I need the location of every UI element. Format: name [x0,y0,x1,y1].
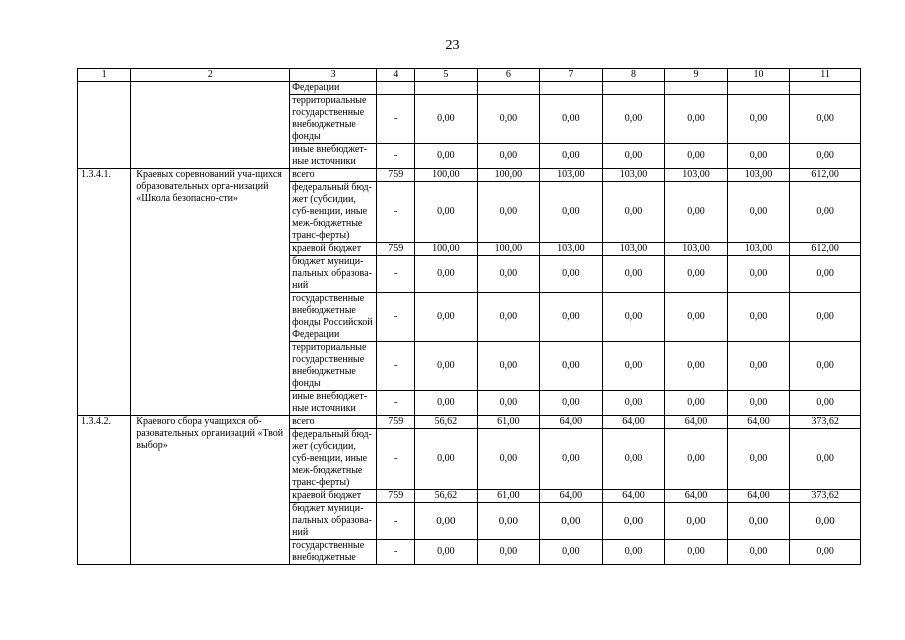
amount-cell: 0,00 [727,95,790,144]
event-code: 1.3.4.1. [78,169,131,416]
grbs-code: - [377,503,415,540]
amount-cell: 0,00 [790,293,861,342]
grbs-code: - [377,429,415,490]
amount-cell: 0,00 [665,391,728,416]
amount-cell: 0,00 [540,95,603,144]
amount-cell: 0,00 [727,391,790,416]
amount-cell: 0,00 [415,144,478,169]
amount-cell: 64,00 [727,490,790,503]
amount-cell [790,82,861,95]
funding-source: иные внебюджет-ные источники [290,144,377,169]
amount-cell: 0,00 [790,540,861,565]
amount-cell: 0,00 [602,182,665,243]
funding-source: всего [290,416,377,429]
amount-cell: 0,00 [540,144,603,169]
amount-cell: 0,00 [665,503,728,540]
grbs-code: 759 [377,416,415,429]
amount-cell: 0,00 [790,144,861,169]
amount-cell: 100,00 [415,169,478,182]
grbs-code: - [377,182,415,243]
row-code [78,82,131,169]
amount-cell: 103,00 [727,169,790,182]
amount-cell: 0,00 [415,429,478,490]
header-row [78,69,861,82]
amount-cell: 0,00 [665,293,728,342]
amount-cell: 0,00 [477,256,540,293]
grbs-code: 759 [377,243,415,256]
amount-cell: 0,00 [540,182,603,243]
amount-cell [477,82,540,95]
amount-cell: 0,00 [415,391,478,416]
amount-cell: 0,00 [665,342,728,391]
grbs-code: - [377,95,415,144]
header-cell: 1 [78,69,131,82]
amount-cell: 0,00 [790,256,861,293]
amount-cell: 0,00 [790,182,861,243]
amount-cell [665,82,728,95]
amount-cell: 0,00 [477,144,540,169]
header-cell: 8 [602,69,665,82]
amount-cell: 0,00 [415,540,478,565]
amount-cell: 0,00 [540,391,603,416]
amount-cell: 100,00 [477,169,540,182]
amount-cell: 0,00 [477,391,540,416]
table-row [78,82,861,95]
amount-cell: 0,00 [790,503,861,540]
funding-source: федеральный бюд-жет (субсидии, суб-венции, иные меж-бюджетные транс-ферты) [290,182,377,243]
amount-cell: 0,00 [727,342,790,391]
funding-source: территориальные государственные внебюджетные фонды [290,342,377,391]
amount-cell: 64,00 [602,416,665,429]
grbs-code [377,82,415,95]
amount-cell: 0,00 [665,144,728,169]
grbs-code: - [377,342,415,391]
funding-source: территориальные государственные внебюджетные фонды [290,95,377,144]
header-cell: 7 [540,69,603,82]
amount-cell: 0,00 [477,95,540,144]
amount-cell: 56,62 [415,490,478,503]
amount-cell: 0,00 [665,256,728,293]
amount-cell: 0,00 [727,429,790,490]
funding-source: государственные внебюджетные [290,540,377,565]
page-number: 23 [445,38,460,53]
amount-cell: 103,00 [540,243,603,256]
header-cell: 2 [131,69,290,82]
funding-source: краевой бюджет [290,243,377,256]
grbs-code: - [377,391,415,416]
amount-cell: 0,00 [540,256,603,293]
amount-cell: 103,00 [727,243,790,256]
grbs-code: - [377,144,415,169]
amount-cell [415,82,478,95]
funding-source: государственные внебюджетные фонды Российской Федерации [290,293,377,342]
amount-cell: 0,00 [540,293,603,342]
amount-cell: 0,00 [477,429,540,490]
header-cell: 4 [377,69,415,82]
amount-cell: 0,00 [540,503,603,540]
amount-cell: 64,00 [540,416,603,429]
event-code: 1.3.4.2. [78,416,131,565]
header-cell: 10 [727,69,790,82]
funding-source: бюджет муници-пальных образова-ний [290,503,377,540]
amount-cell: 0,00 [602,256,665,293]
table-row [78,169,861,182]
event-name: Краевых соревнований уча-щихся образовательных орга-низаций «Школа безопасно-сти» [131,169,290,416]
amount-cell: 0,00 [790,429,861,490]
amount-cell: 64,00 [665,490,728,503]
amount-cell: 64,00 [665,416,728,429]
amount-cell: 100,00 [415,243,478,256]
header-cell: 3 [290,69,377,82]
header-cell: 11 [790,69,861,82]
event-name: Краевого сбора учащихся об-разовательных организаций «Твой выбор» [131,416,290,565]
amount-cell: 0,00 [665,182,728,243]
amount-cell: 0,00 [415,293,478,342]
amount-cell: 0,00 [415,342,478,391]
funding-source: федеральный бюд-жет (субсидии, суб-венции, иные меж-бюджетные транс-ферты) [290,429,377,490]
grbs-code: 759 [377,169,415,182]
amount-cell: 64,00 [727,416,790,429]
funding-source: всего [290,169,377,182]
amount-cell: 0,00 [727,540,790,565]
amount-cell: 0,00 [477,182,540,243]
amount-cell: 0,00 [540,540,603,565]
amount-cell: 0,00 [602,144,665,169]
amount-cell [727,82,790,95]
amount-cell: 0,00 [477,503,540,540]
amount-cell: 0,00 [665,95,728,144]
amount-cell: 0,00 [415,256,478,293]
amount-cell: 0,00 [602,342,665,391]
amount-cell: 612,00 [790,169,861,182]
amount-cell: 0,00 [415,182,478,243]
header-cell: 5 [415,69,478,82]
amount-cell: 0,00 [790,95,861,144]
amount-cell: 64,00 [602,490,665,503]
amount-cell: 0,00 [727,144,790,169]
amount-cell: 103,00 [602,243,665,256]
amount-cell: 0,00 [477,540,540,565]
header-cell: 9 [665,69,728,82]
funding-source: бюджет муници-пальных образова-ний [290,256,377,293]
header-cell: 6 [477,69,540,82]
grbs-code: - [377,540,415,565]
amount-cell: 0,00 [477,293,540,342]
amount-cell [602,82,665,95]
funding-source: Федерации [290,82,377,95]
amount-cell: 0,00 [665,429,728,490]
amount-cell: 103,00 [540,169,603,182]
grbs-code: 759 [377,490,415,503]
amount-cell: 0,00 [602,293,665,342]
amount-cell: 103,00 [665,243,728,256]
amount-cell: 0,00 [602,95,665,144]
funding-source: иные внебюджет-ные источники [290,391,377,416]
amount-cell: 0,00 [727,503,790,540]
amount-cell: 0,00 [790,342,861,391]
amount-cell: 103,00 [602,169,665,182]
amount-cell: 0,00 [415,503,478,540]
amount-cell: 0,00 [602,540,665,565]
amount-cell: 0,00 [415,95,478,144]
amount-cell: 373,62 [790,416,861,429]
amount-cell: 0,00 [727,182,790,243]
amount-cell: 64,00 [540,490,603,503]
amount-cell [540,82,603,95]
amount-cell: 0,00 [540,429,603,490]
amount-cell: 0,00 [790,391,861,416]
amount-cell: 0,00 [727,256,790,293]
amount-cell: 373,62 [790,490,861,503]
amount-cell: 103,00 [665,169,728,182]
funding-source: краевой бюджет [290,490,377,503]
table-row [78,416,861,429]
amount-cell: 0,00 [540,342,603,391]
amount-cell: 0,00 [602,429,665,490]
amount-cell: 0,00 [665,540,728,565]
grbs-code: - [377,293,415,342]
amount-cell: 61,00 [477,490,540,503]
amount-cell: 56,62 [415,416,478,429]
amount-cell: 100,00 [477,243,540,256]
amount-cell: 0,00 [602,503,665,540]
budget-table [77,68,861,565]
amount-cell: 0,00 [477,342,540,391]
amount-cell: 612,00 [790,243,861,256]
grbs-code: - [377,256,415,293]
amount-cell: 61,00 [477,416,540,429]
amount-cell: 0,00 [727,293,790,342]
amount-cell: 0,00 [602,391,665,416]
row-name [131,82,290,169]
